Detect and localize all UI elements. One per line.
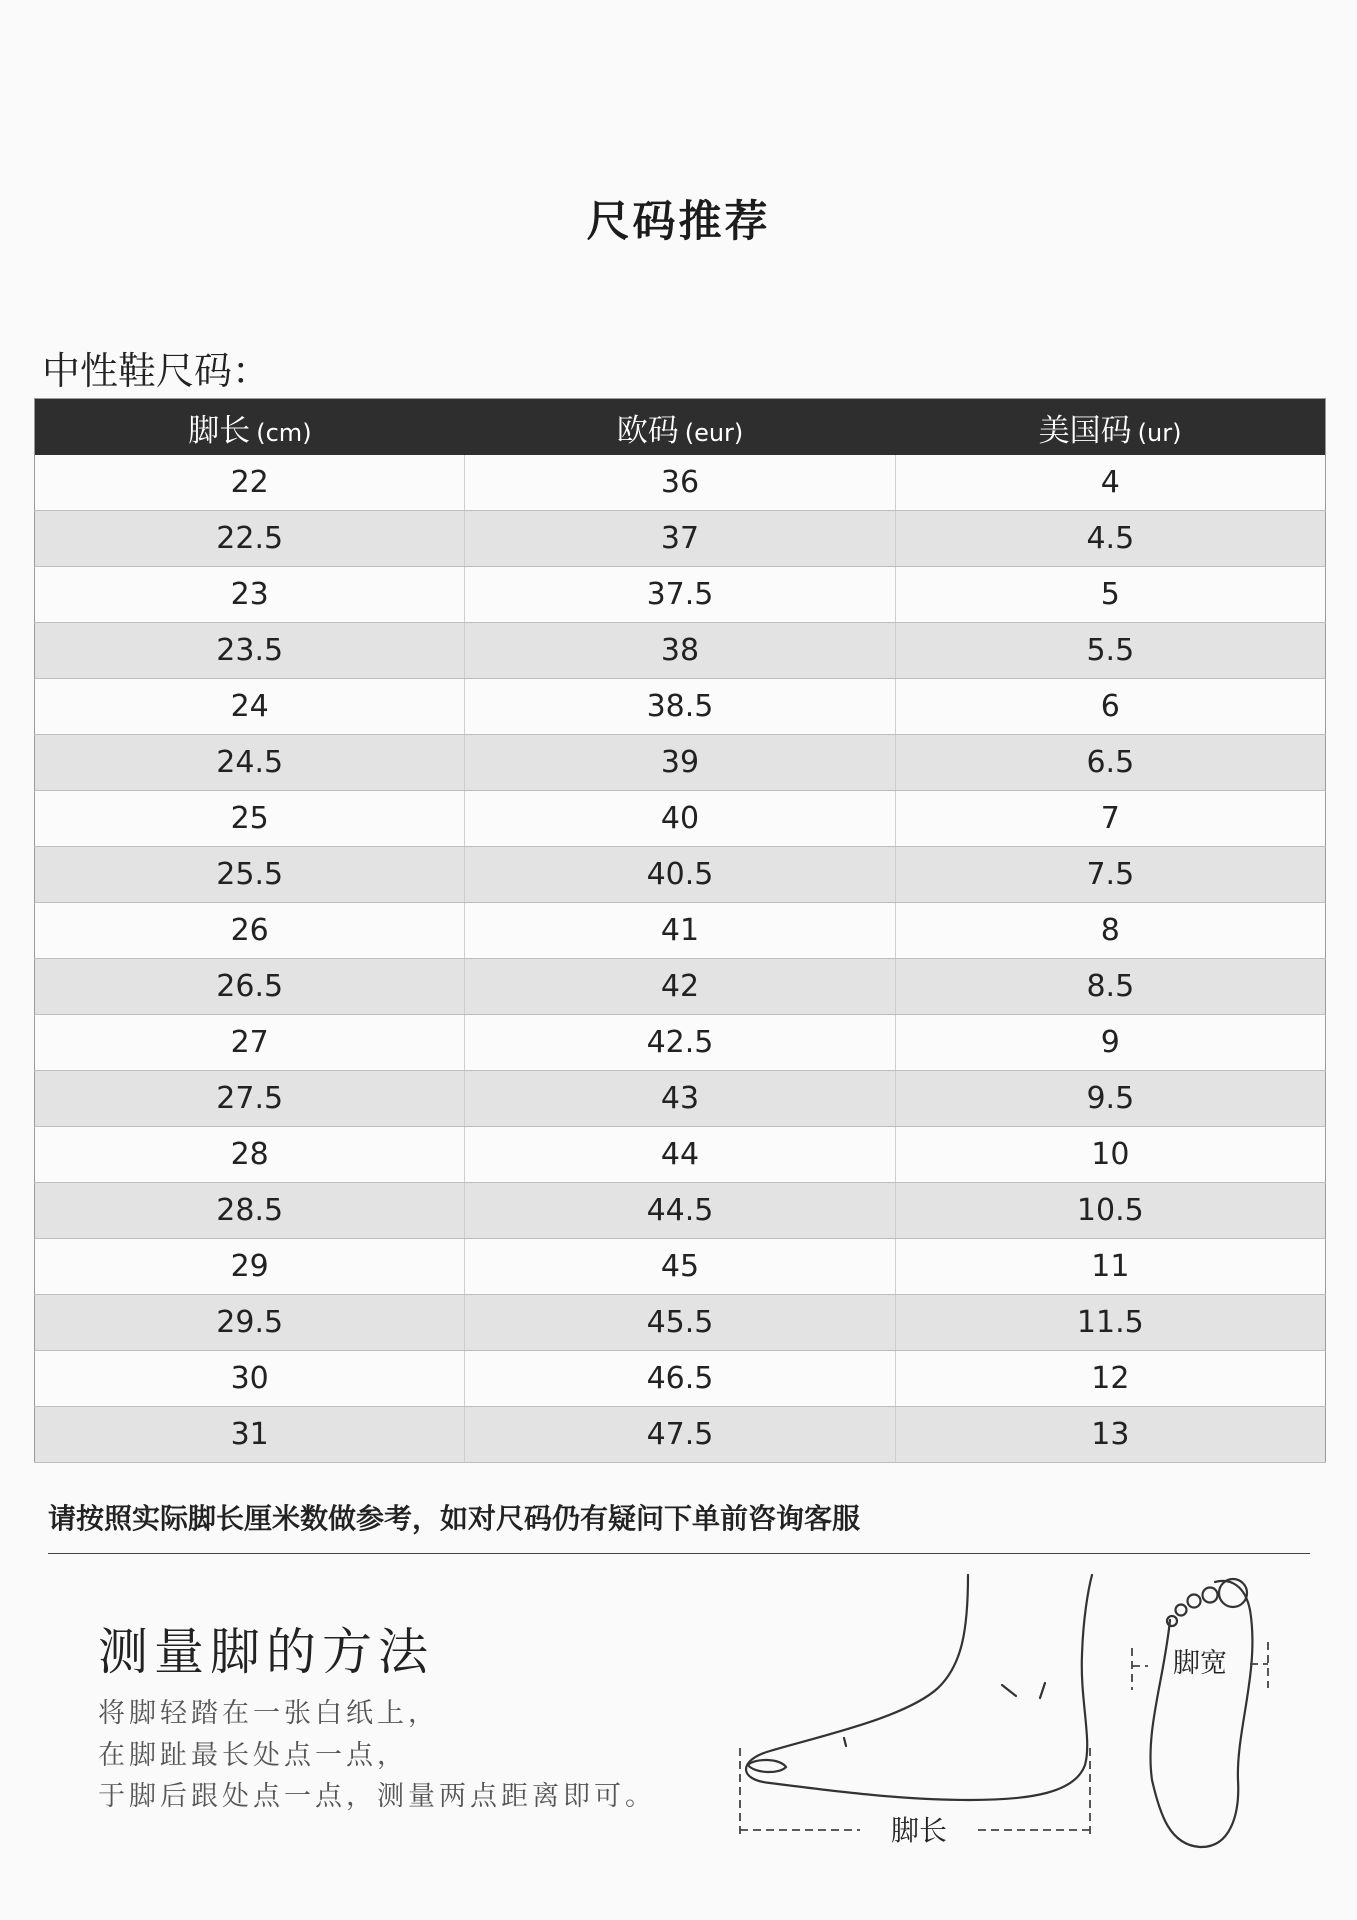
cell-foot-length: 31 bbox=[35, 1407, 465, 1463]
cell-us-size: 7 bbox=[895, 791, 1325, 847]
toe-icon bbox=[1176, 1605, 1187, 1616]
cell-foot-length: 22 bbox=[35, 455, 465, 511]
table-header-row bbox=[35, 399, 1326, 456]
cell-eur-size: 44 bbox=[465, 1127, 895, 1183]
table-row bbox=[35, 1407, 1326, 1463]
header-foot-length: 脚长 (cm) bbox=[35, 399, 465, 456]
cell-eur-size: 42 bbox=[465, 959, 895, 1015]
cell-us-size: 11 bbox=[895, 1239, 1325, 1295]
cell-us-size: 13 bbox=[895, 1407, 1325, 1463]
table-row bbox=[35, 1239, 1326, 1295]
cell-eur-size: 38.5 bbox=[465, 679, 895, 735]
cell-foot-length: 25.5 bbox=[35, 847, 465, 903]
toe-icon bbox=[1188, 1595, 1201, 1608]
size-note: 请按照实际脚长厘米数做参考，如对尺码仍有疑问下单前咨询客服 bbox=[48, 1502, 861, 1535]
table-row bbox=[35, 455, 1326, 511]
cell-foot-length: 23.5 bbox=[35, 623, 465, 679]
cell-us-size: 7.5 bbox=[895, 847, 1325, 903]
cell-eur-size: 45 bbox=[465, 1239, 895, 1295]
table-row bbox=[35, 735, 1326, 791]
table-row bbox=[35, 511, 1326, 567]
cell-eur-size: 40.5 bbox=[465, 847, 895, 903]
cell-foot-length: 23 bbox=[35, 567, 465, 623]
cell-us-size: 8 bbox=[895, 903, 1325, 959]
cell-us-size: 11.5 bbox=[895, 1295, 1325, 1351]
foot-width-label: 脚宽 bbox=[1173, 1648, 1227, 1679]
cell-foot-length: 29.5 bbox=[35, 1295, 465, 1351]
cell-foot-length: 28 bbox=[35, 1127, 465, 1183]
table-row bbox=[35, 567, 1326, 623]
table-row bbox=[35, 1295, 1326, 1351]
cell-us-size: 10 bbox=[895, 1127, 1325, 1183]
method-step-2: 在脚趾最长处点一点， bbox=[98, 1740, 408, 1771]
cell-foot-length: 27 bbox=[35, 1015, 465, 1071]
foot-length-label: 脚长 bbox=[890, 1814, 948, 1847]
divider bbox=[48, 1553, 1310, 1554]
method-step-1: 将脚轻踏在一张白纸上， bbox=[98, 1698, 439, 1729]
cell-eur-size: 37 bbox=[465, 511, 895, 567]
cell-foot-length: 24.5 bbox=[35, 735, 465, 791]
cell-us-size: 5.5 bbox=[895, 623, 1325, 679]
toe-icon bbox=[1167, 1616, 1177, 1626]
table-row bbox=[35, 1071, 1326, 1127]
foot-top-outline-icon bbox=[1150, 1581, 1252, 1847]
cell-eur-size: 45.5 bbox=[465, 1295, 895, 1351]
method-step-3: 于脚后跟处点一点，测量两点距离即可。 bbox=[98, 1781, 656, 1812]
page-title: 尺码推荐 bbox=[586, 197, 771, 247]
table-row bbox=[35, 679, 1326, 735]
header-eur-size: 欧码 (eur) bbox=[465, 399, 895, 456]
table-row bbox=[35, 1015, 1326, 1071]
table-row bbox=[35, 791, 1326, 847]
table-row bbox=[35, 959, 1326, 1015]
table-row bbox=[35, 847, 1326, 903]
size-chart-table bbox=[34, 398, 1326, 1463]
cell-us-size: 5 bbox=[895, 567, 1325, 623]
cell-foot-length: 28.5 bbox=[35, 1183, 465, 1239]
header-us-size: 美国码 (ur) bbox=[895, 399, 1325, 456]
cell-eur-size: 38 bbox=[465, 623, 895, 679]
cell-foot-length: 25 bbox=[35, 791, 465, 847]
method-title: 测量脚的方法 bbox=[98, 1623, 434, 1681]
table-row bbox=[35, 1183, 1326, 1239]
table-row bbox=[35, 1351, 1326, 1407]
cell-us-size: 9.5 bbox=[895, 1071, 1325, 1127]
cell-foot-length: 29 bbox=[35, 1239, 465, 1295]
foot-side-outline-icon bbox=[746, 1575, 1092, 1800]
cell-eur-size: 40 bbox=[465, 791, 895, 847]
cell-eur-size: 43 bbox=[465, 1071, 895, 1127]
cell-us-size: 10.5 bbox=[895, 1183, 1325, 1239]
foot-measure-diagram bbox=[700, 1560, 1320, 1860]
cell-eur-size: 39 bbox=[465, 735, 895, 791]
cell-us-size: 4 bbox=[895, 455, 1325, 511]
cell-eur-size: 42.5 bbox=[465, 1015, 895, 1071]
cell-eur-size: 46.5 bbox=[465, 1351, 895, 1407]
cell-us-size: 6 bbox=[895, 679, 1325, 735]
table-row bbox=[35, 1127, 1326, 1183]
table-row bbox=[35, 903, 1326, 959]
cell-eur-size: 36 bbox=[465, 455, 895, 511]
toe-icon bbox=[1203, 1588, 1218, 1603]
cell-us-size: 12 bbox=[895, 1351, 1325, 1407]
cell-eur-size: 47.5 bbox=[465, 1407, 895, 1463]
cell-foot-length: 30 bbox=[35, 1351, 465, 1407]
cell-eur-size: 37.5 bbox=[465, 567, 895, 623]
cell-eur-size: 44.5 bbox=[465, 1183, 895, 1239]
cell-foot-length: 26.5 bbox=[35, 959, 465, 1015]
section-label: 中性鞋尺码： bbox=[42, 349, 271, 393]
cell-foot-length: 22.5 bbox=[35, 511, 465, 567]
cell-us-size: 4.5 bbox=[895, 511, 1325, 567]
table-row bbox=[35, 623, 1326, 679]
cell-us-size: 6.5 bbox=[895, 735, 1325, 791]
cell-eur-size: 41 bbox=[465, 903, 895, 959]
cell-foot-length: 26 bbox=[35, 903, 465, 959]
cell-foot-length: 24 bbox=[35, 679, 465, 735]
cell-us-size: 8.5 bbox=[895, 959, 1325, 1015]
cell-foot-length: 27.5 bbox=[35, 1071, 465, 1127]
cell-us-size: 9 bbox=[895, 1015, 1325, 1071]
big-toe-icon bbox=[748, 1760, 786, 1772]
